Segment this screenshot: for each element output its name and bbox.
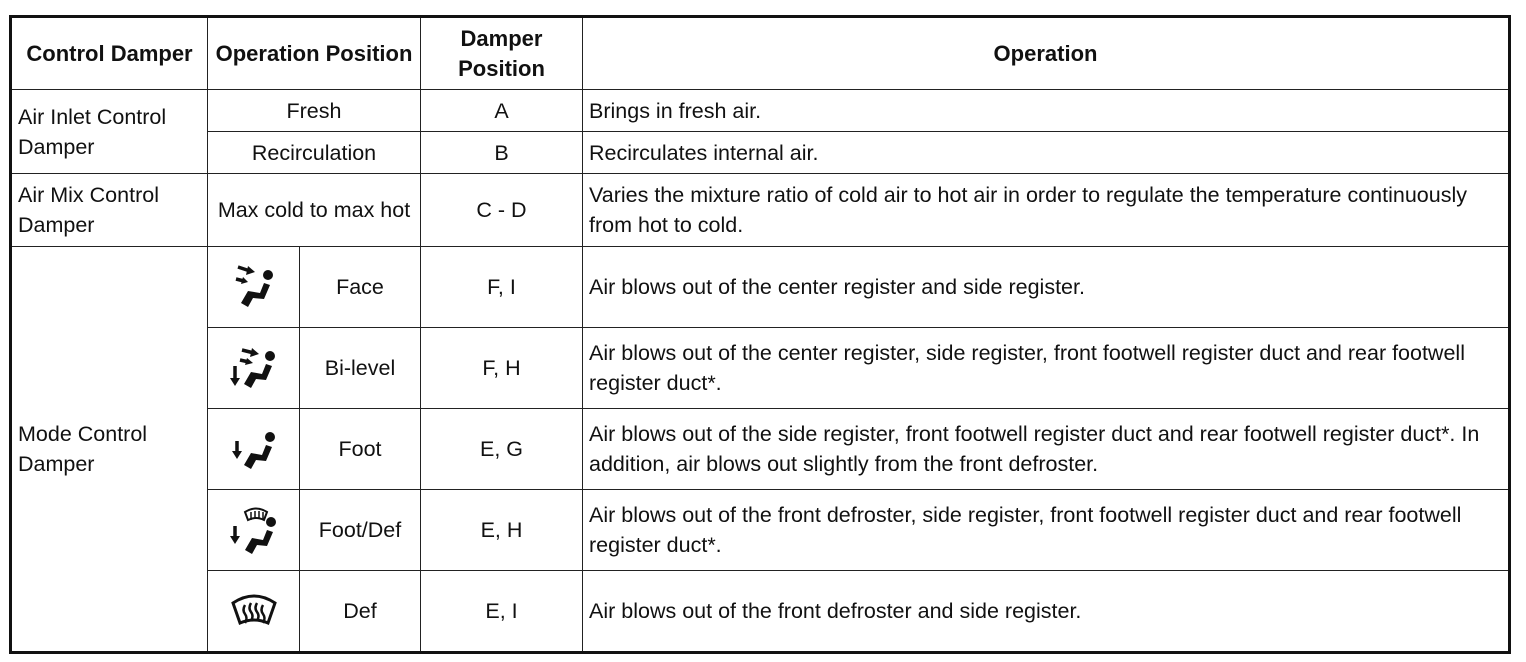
operation-description: Varies the mixture ratio of cold air to hot air in order to regulate the temperature continuously from hot to cold. <box>583 174 1510 247</box>
operation-description: Air blows out of the center register, side register, front footwell register duct and rear footwell register duct*. <box>583 328 1510 409</box>
operation-position: Face <box>300 247 421 328</box>
damper-position: F, H <box>421 328 583 409</box>
defrost-icon <box>208 571 300 653</box>
damper-position: F, I <box>421 247 583 328</box>
header-operation-position: Operation Position <box>208 17 421 90</box>
foot-vent-icon <box>208 409 300 490</box>
header-damper-position: Damper Position <box>421 17 583 90</box>
air-mix-damper-name: Air Mix Control Damper <box>11 174 208 247</box>
damper-position: C - D <box>421 174 583 247</box>
operation-position: Def <box>300 571 421 653</box>
damper-position: E, H <box>421 490 583 571</box>
operation-description: Air blows out of the center register and side register. <box>583 247 1510 328</box>
damper-operation-table <box>9 15 1511 654</box>
header-control-damper: Control Damper <box>11 17 208 90</box>
operation-position: Bi-level <box>300 328 421 409</box>
face-vent-icon <box>208 247 300 328</box>
damper-position: A <box>421 90 583 132</box>
header-row <box>11 17 1510 90</box>
operation-description: Air blows out of the side register, front footwell register duct and rear footwell register duct*. In addition, air blows out slightly from the front defroster. <box>583 409 1510 490</box>
operation-position: Recirculation <box>208 132 421 174</box>
operation-description: Brings in fresh air. <box>583 90 1510 132</box>
operation-position: Max cold to max hot <box>208 174 421 247</box>
table-row <box>11 409 1510 490</box>
bi-level-vent-icon <box>208 328 300 409</box>
table-row <box>11 571 1510 653</box>
table-row <box>11 132 1510 174</box>
table-row <box>11 174 1510 247</box>
mode-damper-name: Mode Control Damper <box>11 247 208 653</box>
foot-defrost-icon <box>208 490 300 571</box>
operation-position: Fresh <box>208 90 421 132</box>
damper-position: E, I <box>421 571 583 653</box>
header-operation: Operation <box>583 17 1510 90</box>
table-row <box>11 490 1510 571</box>
damper-position: E, G <box>421 409 583 490</box>
damper-position: B <box>421 132 583 174</box>
operation-position: Foot <box>300 409 421 490</box>
table-row <box>11 328 1510 409</box>
operation-position: Foot/Def <box>300 490 421 571</box>
operation-description: Air blows out of the front defroster, side register, front footwell register duct and rear footwell register duct*. <box>583 490 1510 571</box>
operation-description: Air blows out of the front defroster and side register. <box>583 571 1510 653</box>
table-row <box>11 90 1510 132</box>
operation-description: Recirculates internal air. <box>583 132 1510 174</box>
table-row <box>11 247 1510 328</box>
air-inlet-damper-name: Air Inlet Control Damper <box>11 90 208 174</box>
